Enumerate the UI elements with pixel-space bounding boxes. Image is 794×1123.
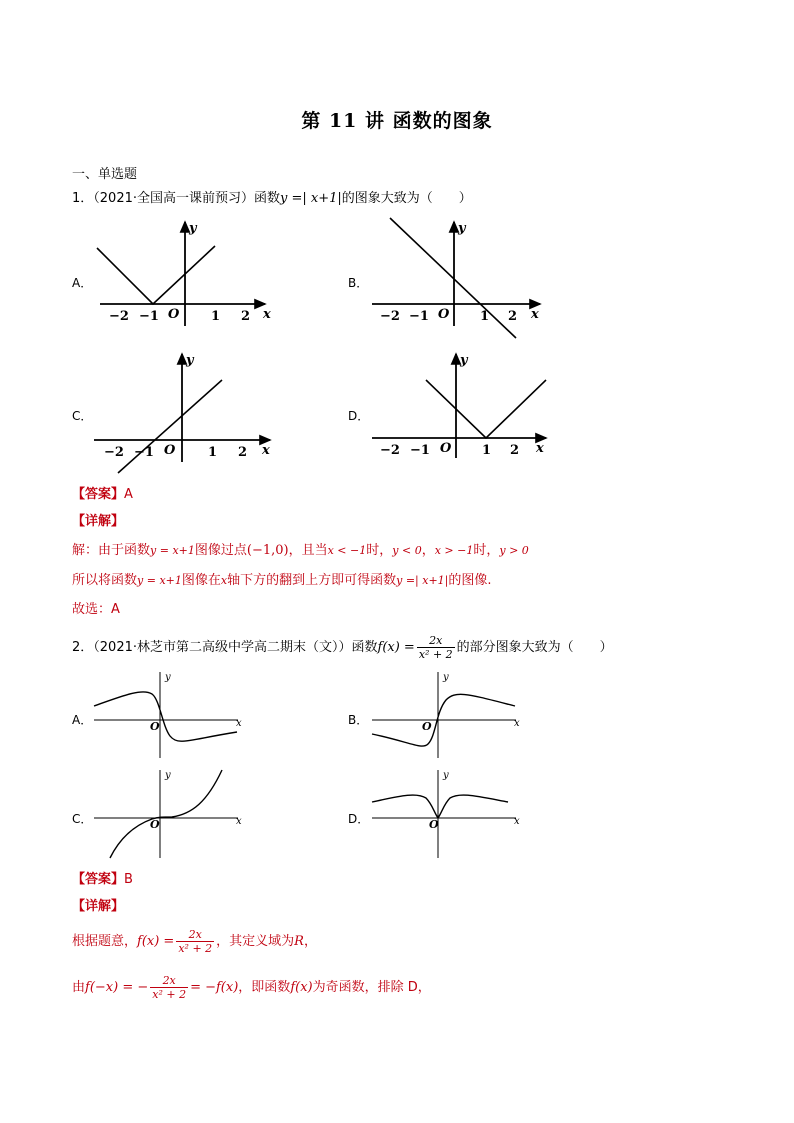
y-label: y <box>186 353 194 368</box>
q1-answer <box>72 486 133 504</box>
text: 时， <box>366 543 393 558</box>
tick-1: 1 <box>211 309 221 324</box>
text: ，即函数 <box>238 980 291 995</box>
text: 由 <box>72 980 86 995</box>
q2-answer <box>72 871 133 889</box>
text: 解：由于函数 <box>72 543 151 558</box>
origin-label: O <box>429 818 439 831</box>
q1-option-b: B． <box>348 276 369 290</box>
text: 所以将函数 <box>72 573 138 588</box>
function-curve <box>372 795 508 818</box>
y-label: y <box>165 770 171 781</box>
condition: x < −1 <box>327 544 367 557</box>
q2-graph-b <box>370 670 520 760</box>
q1-graph-b <box>370 218 550 340</box>
q2-graph-a <box>92 670 242 760</box>
result: y > 0 <box>499 544 529 557</box>
denominator: x² + 2 <box>152 988 187 1001</box>
tick-1: 1 <box>208 445 218 460</box>
tick-neg2: −2 <box>104 445 124 460</box>
q2-detail-tag: 【详解】 <box>72 899 125 914</box>
page-title: 第 11 讲 函数的图象 <box>301 110 493 132</box>
q1-stem-b: 的图象大致为（ ） <box>341 191 472 206</box>
formula: = −f(x) <box>190 980 239 995</box>
fraction <box>417 634 455 661</box>
x-label: x <box>236 718 242 729</box>
text: ，其定义域为 <box>216 934 295 949</box>
text: ， <box>421 543 435 558</box>
q2-stem-b: 的部分图象大致为（ ） <box>456 640 613 655</box>
q2-option-b: B． <box>348 713 369 727</box>
text: 轴下方的翻到上方即可得函数 <box>227 573 397 588</box>
q1-conclusion: 故选：A <box>72 602 120 617</box>
q1-source: （2021·全国高一课前预习） <box>93 191 254 206</box>
denominator: x² + 2 <box>418 648 453 661</box>
q2-solution-line-2 <box>72 974 431 1001</box>
numerator: 2x <box>176 928 214 942</box>
function-curve <box>94 692 237 741</box>
x-label: x <box>263 307 271 322</box>
tick-2: 2 <box>510 443 520 458</box>
q2-option-a: A． <box>72 713 93 727</box>
x-label: x <box>514 718 520 729</box>
y-label: y <box>165 672 171 683</box>
function-curve <box>110 770 222 858</box>
origin-label: O <box>168 307 180 322</box>
tick-neg1: −1 <box>409 309 429 324</box>
tick-neg2: −2 <box>380 309 400 324</box>
origin-label: O <box>440 441 452 456</box>
formula: f(x) = <box>137 934 175 949</box>
y-label: y <box>189 221 197 236</box>
x-label: x <box>514 816 520 827</box>
y-label: y <box>458 221 466 236</box>
formula: y = x+1 <box>137 574 182 587</box>
q1-number: 1． <box>72 191 94 206</box>
text: 时， <box>473 543 500 558</box>
answer-value: A <box>124 487 133 502</box>
x-label: x <box>536 441 544 456</box>
origin-label: O <box>422 720 432 733</box>
tick-neg1: −1 <box>134 445 154 460</box>
q1-solution-line-1 <box>72 542 529 560</box>
condition: x > −1 <box>434 544 474 557</box>
q2-solution-line-1 <box>72 928 317 955</box>
tick-2: 2 <box>238 445 248 460</box>
text: 的图像. <box>448 573 492 588</box>
text: ，且当 <box>288 543 328 558</box>
q1-solution-line-2 <box>72 572 492 590</box>
function-curve <box>426 380 546 438</box>
tick-2: 2 <box>241 309 251 324</box>
text: ， <box>303 934 317 949</box>
numerator: 2x <box>150 974 188 988</box>
fraction <box>176 928 214 955</box>
tick-1: 1 <box>482 443 492 458</box>
formula: f(x) = <box>377 640 415 655</box>
q2-graph-d <box>370 768 520 860</box>
text: 为奇函数，排除 D， <box>312 980 431 995</box>
q1-option-d: D． <box>348 409 370 423</box>
domain: R <box>294 934 304 949</box>
formula: y = x+1 <box>150 544 195 557</box>
q2-number: 2． <box>72 640 94 655</box>
q2-graph-c <box>92 768 242 860</box>
formula: y =| x+1| <box>396 574 449 587</box>
tick-neg2: −2 <box>109 309 129 324</box>
y-label: y <box>460 353 468 368</box>
origin-label: O <box>438 307 450 322</box>
answer-value: B <box>124 872 133 887</box>
text: 根据题意， <box>72 934 138 949</box>
formula: f(x) <box>290 980 313 995</box>
q2-option-c: C． <box>72 812 93 826</box>
numerator: 2x <box>417 634 455 648</box>
x-label: x <box>531 307 539 322</box>
tick-neg1: −1 <box>410 443 430 458</box>
tick-2: 2 <box>508 309 518 324</box>
axis: x <box>220 574 228 587</box>
point: (−1,0) <box>246 543 289 558</box>
y-label: y <box>443 672 449 683</box>
origin-label: O <box>164 443 176 458</box>
q1-stem <box>72 190 472 208</box>
y-label: y <box>443 770 449 781</box>
q2-option-d: D． <box>348 812 370 826</box>
q1-graph-d <box>370 350 550 462</box>
text: 图像过点 <box>194 543 247 558</box>
q1-option-a: A． <box>72 276 93 290</box>
formula: f(−x) = − <box>85 980 149 995</box>
x-label: x <box>262 443 270 458</box>
q2-stem <box>72 634 613 661</box>
q1-option-c: C． <box>72 409 93 423</box>
result: y < 0 <box>392 544 422 557</box>
q1-detail-tag: 【详解】 <box>72 514 125 529</box>
function-curve <box>97 246 215 304</box>
q1-graph-a <box>95 218 275 328</box>
answer-tag: 【答案】 <box>72 872 125 887</box>
denominator: x² + 2 <box>178 942 213 955</box>
tick-neg2: −2 <box>380 443 400 458</box>
fraction <box>150 974 188 1001</box>
x-label: x <box>236 816 242 827</box>
q1-stem-a: 函数 <box>254 191 281 206</box>
answer-tag: 【答案】 <box>72 487 125 502</box>
origin-label: O <box>150 720 160 733</box>
text: 图像在 <box>181 573 221 588</box>
tick-neg1: −1 <box>139 309 159 324</box>
q1-graph-c <box>92 350 276 475</box>
tick-1: 1 <box>480 309 490 324</box>
q2-source: （2021·林芝市第二高级中学高二期末（文）） <box>93 640 352 655</box>
q2-stem-a: 函数 <box>351 640 378 655</box>
q1-formula: y =| x+1| <box>280 191 342 206</box>
section-heading: 一、单选题 <box>72 167 138 182</box>
origin-label: O <box>150 818 160 831</box>
